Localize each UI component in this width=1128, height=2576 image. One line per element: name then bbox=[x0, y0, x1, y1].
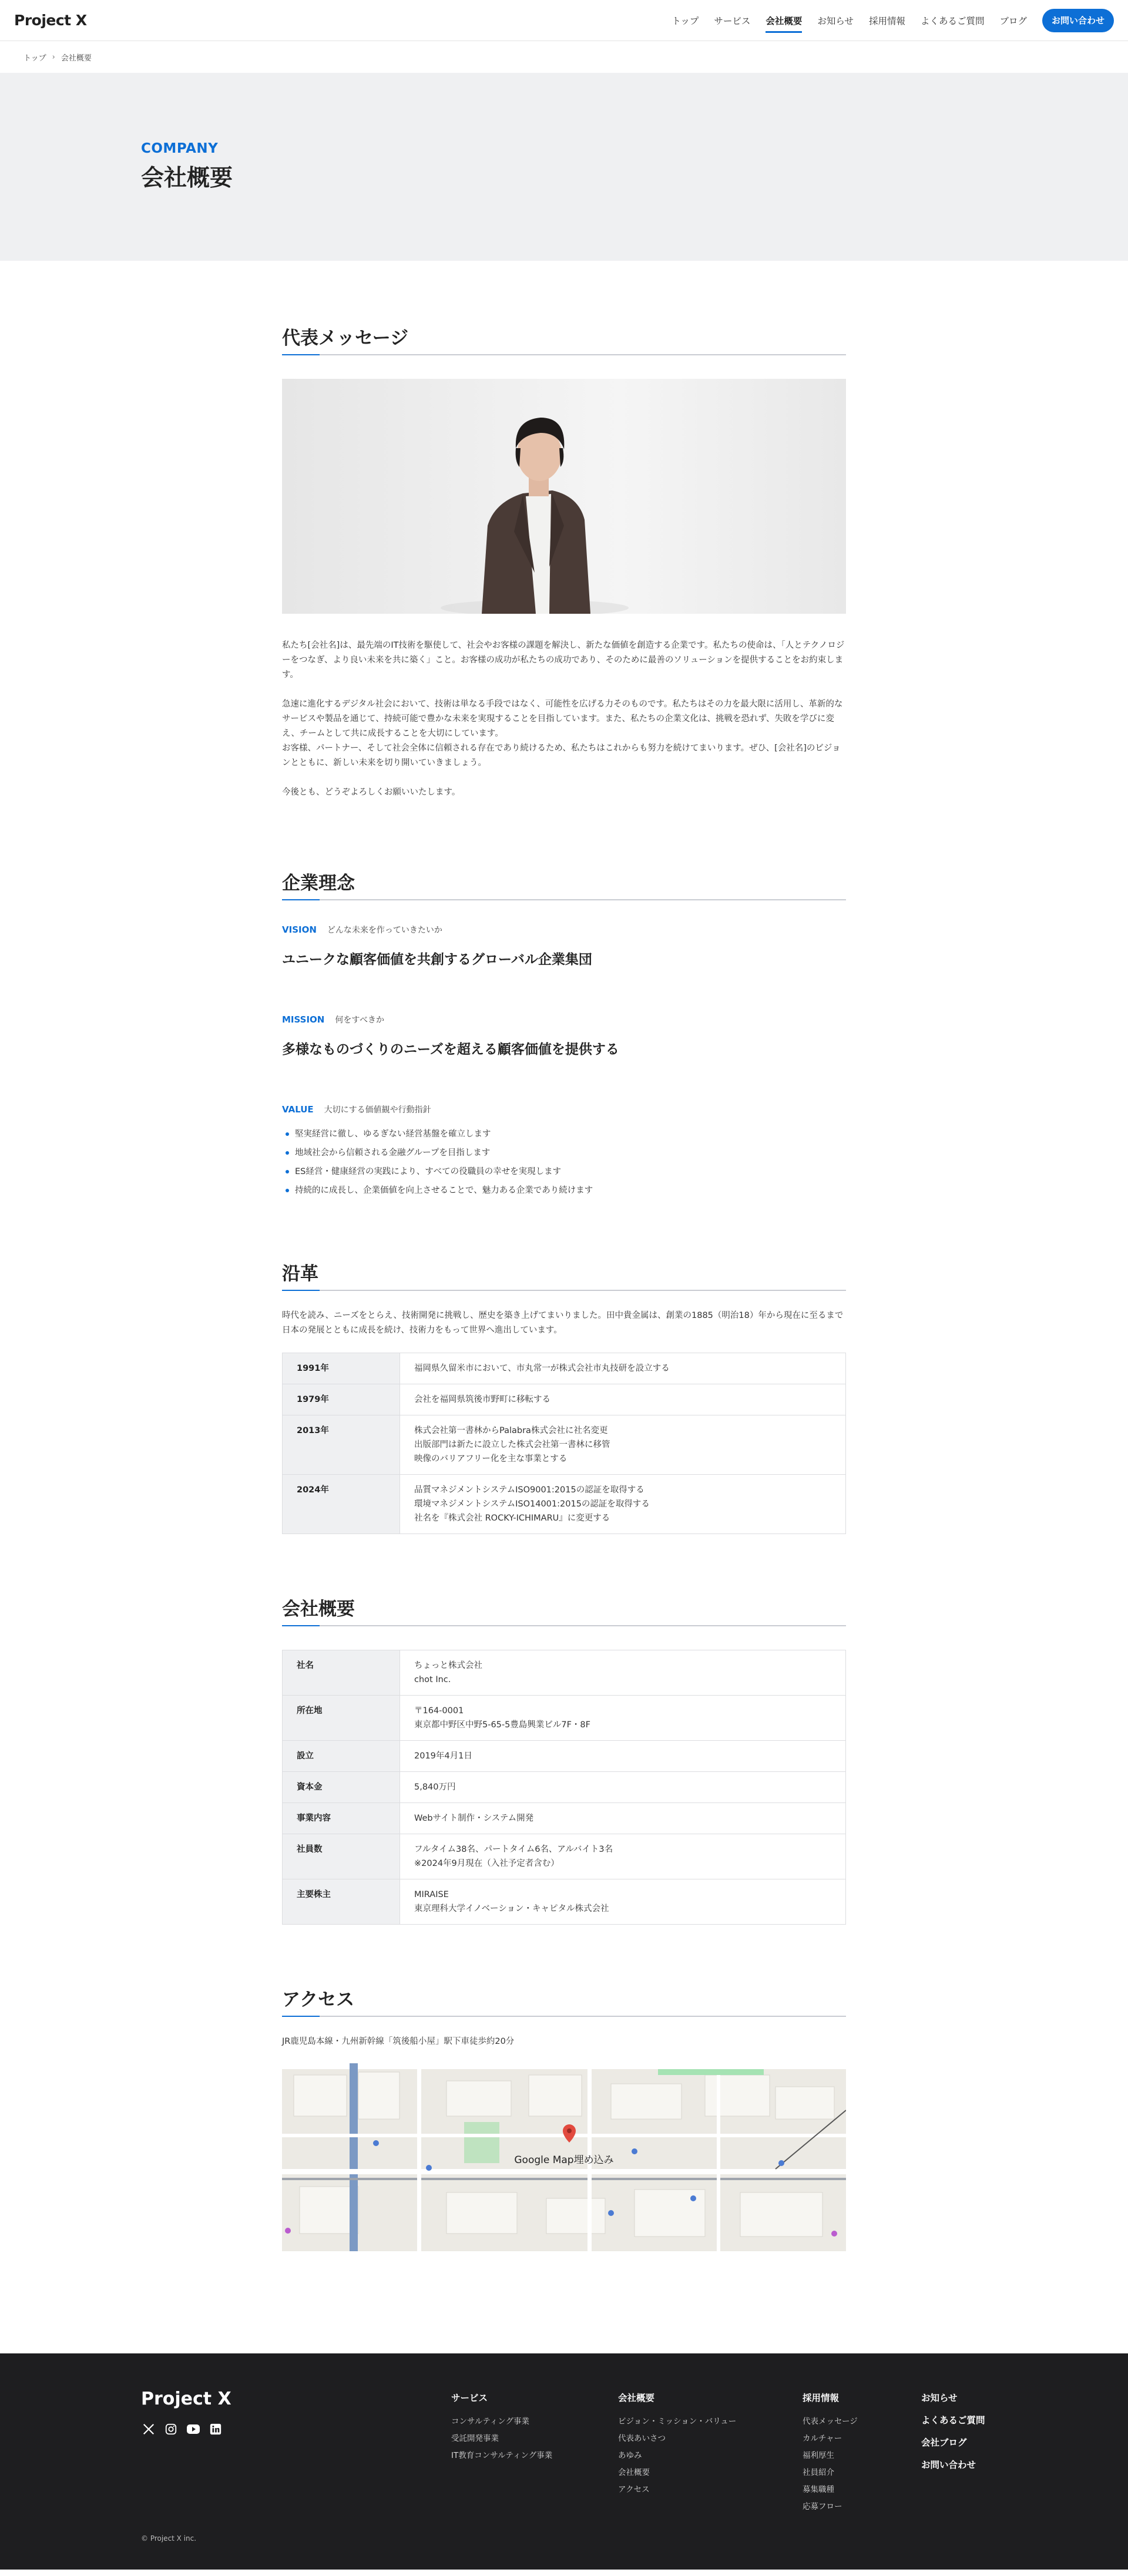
overview-line: 東京都中野区中野5-65-5豊島興業ビル7F・8F bbox=[414, 1720, 590, 1730]
footer-link-faq[interactable]: よくあるご質問 bbox=[921, 2415, 985, 2426]
access-section bbox=[282, 1925, 846, 2251]
footer-link[interactable]: あゆみ bbox=[618, 2451, 642, 2460]
youtube-icon[interactable] bbox=[186, 2422, 201, 2437]
value-item: 堅実経営に徹し、ゆるぎない経営基盤を確立します bbox=[282, 1125, 846, 1144]
value-sub: 大切にする価値観や行動指針 bbox=[324, 1105, 431, 1115]
table-row bbox=[283, 1353, 846, 1384]
overview-line: 5,840万円 bbox=[414, 1783, 456, 1792]
vision-block bbox=[282, 924, 846, 968]
footer-link-news[interactable]: お知らせ bbox=[921, 2393, 958, 2403]
overview-line: フルタイム38名、パートタイム6名、アルバイト3名 bbox=[414, 1845, 613, 1854]
footer-col-title[interactable]: サービス bbox=[451, 2393, 488, 2403]
table-row bbox=[283, 1650, 846, 1696]
access-heading: アクセス bbox=[282, 1985, 846, 2017]
history-line: 環境マネジメントシステムISO14001:2015の認証を取得する bbox=[414, 1499, 650, 1509]
footer-link[interactable]: 会社概要 bbox=[618, 2468, 650, 2477]
footer-link[interactable]: カルチャー bbox=[803, 2434, 842, 2443]
message-section bbox=[282, 261, 846, 800]
overview-line: chot Inc. bbox=[414, 1675, 451, 1684]
overview-value bbox=[400, 1696, 846, 1741]
history-year: 1979年 bbox=[283, 1384, 400, 1415]
footer-link[interactable]: 社員紹介 bbox=[803, 2468, 834, 2477]
footer-link[interactable]: 応募フロー bbox=[803, 2502, 842, 2511]
history-year: 1991年 bbox=[283, 1353, 400, 1384]
site-footer bbox=[0, 2353, 1128, 2570]
overview-label: 設立 bbox=[283, 1741, 400, 1772]
ceo-portrait-illustration bbox=[282, 379, 846, 614]
footer-link[interactable]: 福利厚生 bbox=[803, 2451, 834, 2460]
footer-link[interactable]: アクセス bbox=[618, 2485, 650, 2494]
overview-value bbox=[400, 1650, 846, 1696]
footer-link[interactable]: 代表メッセージ bbox=[803, 2417, 858, 2426]
table-row bbox=[283, 1834, 846, 1879]
history-heading: 沿革 bbox=[282, 1259, 846, 1291]
value-item: ES経営・健康経営の実践により、すべての役職員の幸せを実現します bbox=[282, 1162, 846, 1181]
overview-line: ちょっと株式会社 bbox=[414, 1661, 482, 1670]
overview-line: 2019年4月1日 bbox=[414, 1751, 472, 1761]
table-row bbox=[283, 1475, 846, 1534]
value-block bbox=[282, 1104, 846, 1200]
x-icon[interactable] bbox=[141, 2422, 156, 2437]
footer-link[interactable]: 募集職種 bbox=[803, 2485, 834, 2494]
message-heading: 代表メッセージ bbox=[282, 323, 846, 355]
overview-value bbox=[400, 1803, 846, 1834]
vision-sub: どんな未来を作っていきたいか bbox=[327, 926, 442, 935]
footer-main-links bbox=[921, 2391, 985, 2480]
value-list bbox=[282, 1125, 846, 1200]
mission-sub: 何をすべきか bbox=[335, 1015, 385, 1025]
footer-link[interactable]: 受託開発事業 bbox=[451, 2434, 499, 2443]
linkedin-icon[interactable] bbox=[208, 2422, 223, 2437]
main-content bbox=[282, 261, 846, 2353]
nav-blog[interactable]: ブログ bbox=[999, 15, 1027, 26]
overview-label: 資本金 bbox=[283, 1772, 400, 1803]
message-closing: 今後とも、どうぞよろしくお願いいたします。 bbox=[282, 788, 461, 797]
mission-text: 多様なものづくりのニーズを超える顧客価値を提供する bbox=[282, 1042, 619, 1057]
history-intro: 時代を読み、ニーズをとらえ、技術開発に挑戦し、歴史を築き上げてまいりました。田中貴金属は、創業の1885（明治18）年から現在に至るまで日本の発展とともに成長を続け、技術力をもって世界へ進出しています。 bbox=[282, 1311, 844, 1335]
message-paragraph: 私たち[会社名]は、最先端のIT技術を駆使して、社会やお客様の課題を解決し、新たな価値を創造する企業です。私たちの使命は、「人とテクノロジーをつなぎ、より良い未来を共に築く」こと。お客様の成功が私たちの成功であり、そのために最善のソリューションを提供することをお約束します。 bbox=[282, 641, 845, 680]
history-line: 会社を福岡県筑後市野町に移転する bbox=[414, 1395, 550, 1404]
footer-link[interactable]: 代表あいさつ bbox=[618, 2434, 666, 2443]
overview-line: ※2024年9月現在（入社予定者含む） bbox=[414, 1859, 559, 1868]
overview-value bbox=[400, 1741, 846, 1772]
chevron-right-icon: › bbox=[52, 52, 55, 62]
history-detail bbox=[400, 1384, 846, 1415]
overview-label: 主要株主 bbox=[283, 1879, 400, 1925]
ceo-photo bbox=[282, 379, 846, 614]
overview-line: 東京理科大学イノベーション・キャピタル株式会社 bbox=[414, 1904, 609, 1913]
breadcrumb bbox=[0, 41, 1128, 73]
nav-news[interactable]: お知らせ bbox=[817, 15, 854, 26]
overview-line: Webサイト制作・システム開発 bbox=[414, 1814, 534, 1823]
history-section bbox=[282, 1200, 846, 1534]
history-year: 2013年 bbox=[283, 1415, 400, 1475]
contact-button[interactable]: お問い合わせ bbox=[1042, 9, 1114, 32]
instagram-icon[interactable] bbox=[163, 2422, 179, 2437]
message-paragraph bbox=[282, 697, 846, 771]
mission-label: MISSION bbox=[282, 1014, 325, 1025]
footer-link[interactable]: コンサルティング事業 bbox=[451, 2417, 529, 2426]
table-row bbox=[283, 1384, 846, 1415]
value-item: 持続的に成長し、企業価値を向上させることで、魅力ある企業であり続けます bbox=[282, 1181, 846, 1200]
message-line: 急速に進化するデジタル社会において、技術は単なる手段ではなく、可能性を広げる力そのものです。私たちはその力を最大限に活用し、革新的なサービスや製品を通じて、持続可能で豊かな未来を実現することを目指しています。また、私たちの企業文化は、挑戦を恐れず、失敗を学びに変え、チームとして共に成長することを大切にしています。 bbox=[282, 700, 843, 738]
table-row bbox=[283, 1741, 846, 1772]
footer-recruit bbox=[803, 2391, 858, 2516]
overview-line: MIRAISE bbox=[414, 1890, 449, 1899]
overview-label: 所在地 bbox=[283, 1696, 400, 1741]
value-item: 地域社会から信頼される金融グループを目指します bbox=[282, 1144, 846, 1162]
footer-col-title[interactable]: 会社概要 bbox=[618, 2393, 655, 2403]
footer-col-title[interactable]: 採用情報 bbox=[803, 2393, 840, 2403]
philosophy-section bbox=[282, 815, 846, 1200]
history-year: 2024年 bbox=[283, 1475, 400, 1534]
overview-section bbox=[282, 1534, 846, 1925]
table-row bbox=[283, 1803, 846, 1834]
history-line: 福岡県久留米市において、市丸常一が株式会社市丸技研を設立する bbox=[414, 1364, 670, 1373]
history-line: 映像のバリアフリー化を主な事業とする bbox=[414, 1454, 568, 1464]
nav-service[interactable]: サービス bbox=[714, 15, 751, 26]
overview-heading: 会社概要 bbox=[282, 1594, 846, 1626]
site-header bbox=[0, 0, 1128, 41]
table-row bbox=[283, 1879, 846, 1925]
history-line: 株式会社第一書林からPalabra株式会社に社名変更 bbox=[414, 1426, 608, 1435]
site-logo[interactable]: Project X bbox=[14, 12, 87, 29]
footer-company bbox=[618, 2391, 736, 2498]
philosophy-heading: 企業理念 bbox=[282, 868, 846, 900]
history-line: 出版部門は新たに設立した株式会社第一書林に移管 bbox=[414, 1440, 610, 1450]
footer-services bbox=[451, 2391, 552, 2464]
footer-link-blog[interactable]: 会社ブログ bbox=[921, 2437, 967, 2448]
message-line: お客様、パートナー、そして社会全体に信頼される存在であり続けるため、私たちはこれからも努力を続けてまいります。ぜひ、[会社名]のビジョンとともに、新しい未来を切り開いていきましょう。 bbox=[282, 744, 841, 768]
footer-logo[interactable]: Project X bbox=[141, 2389, 231, 2409]
nav-faq[interactable]: よくあるご質問 bbox=[920, 15, 985, 26]
footer-link[interactable]: ビジョン・ミッション・バリュー bbox=[618, 2417, 737, 2426]
access-route: JR鹿児島本線・九州新幹線「筑後船小屋」駅下車徒歩約20分 bbox=[282, 2037, 515, 2046]
history-detail bbox=[400, 1353, 846, 1384]
page-title: 会社概要 bbox=[141, 165, 233, 191]
history-detail bbox=[400, 1415, 846, 1475]
vision-label: VISION bbox=[282, 924, 317, 935]
overview-table bbox=[282, 1650, 846, 1925]
history-table bbox=[282, 1353, 846, 1534]
global-nav bbox=[656, 8, 1114, 33]
breadcrumb-current: 会社概要 bbox=[61, 53, 92, 63]
table-row bbox=[283, 1415, 846, 1475]
footer-link-contact[interactable]: お問い合わせ bbox=[921, 2460, 976, 2470]
nav-company[interactable]: 会社概要 bbox=[766, 8, 802, 33]
footer-link[interactable]: IT教育コンサルティング事業 bbox=[451, 2451, 553, 2460]
overview-label: 事業内容 bbox=[283, 1803, 400, 1834]
hero-eyebrow: COMPANY bbox=[141, 141, 219, 156]
table-row bbox=[283, 1772, 846, 1803]
copyright: © Project X inc. bbox=[141, 2534, 197, 2543]
breadcrumb-home[interactable]: トップ bbox=[24, 53, 46, 63]
mission-block bbox=[282, 1014, 846, 1058]
page-hero bbox=[0, 73, 1128, 261]
history-line: 社名を『株式会社 ROCKY-ICHIMARU』に変更する bbox=[414, 1514, 610, 1523]
table-row bbox=[283, 1696, 846, 1741]
overview-label: 社員数 bbox=[283, 1834, 400, 1879]
vision-text: ユニークな顧客価値を共創するグローバル企業集団 bbox=[282, 952, 592, 967]
history-line: 品質マネジメントシステムISO9001:2015の認証を取得する bbox=[414, 1485, 644, 1495]
overview-value bbox=[400, 1879, 846, 1925]
overview-line: 〒164-0001 bbox=[414, 1706, 464, 1716]
history-detail bbox=[400, 1475, 846, 1534]
overview-label: 社名 bbox=[283, 1650, 400, 1696]
map-placeholder-label: Google Map埋め込み bbox=[514, 2154, 614, 2166]
social-links bbox=[141, 2422, 223, 2437]
nav-recruit[interactable]: 採用情報 bbox=[868, 15, 905, 26]
overview-value bbox=[400, 1834, 846, 1879]
overview-value bbox=[400, 1772, 846, 1803]
value-label: VALUE bbox=[282, 1104, 314, 1115]
map-embed[interactable] bbox=[282, 2063, 846, 2251]
nav-top[interactable]: トップ bbox=[672, 15, 699, 26]
